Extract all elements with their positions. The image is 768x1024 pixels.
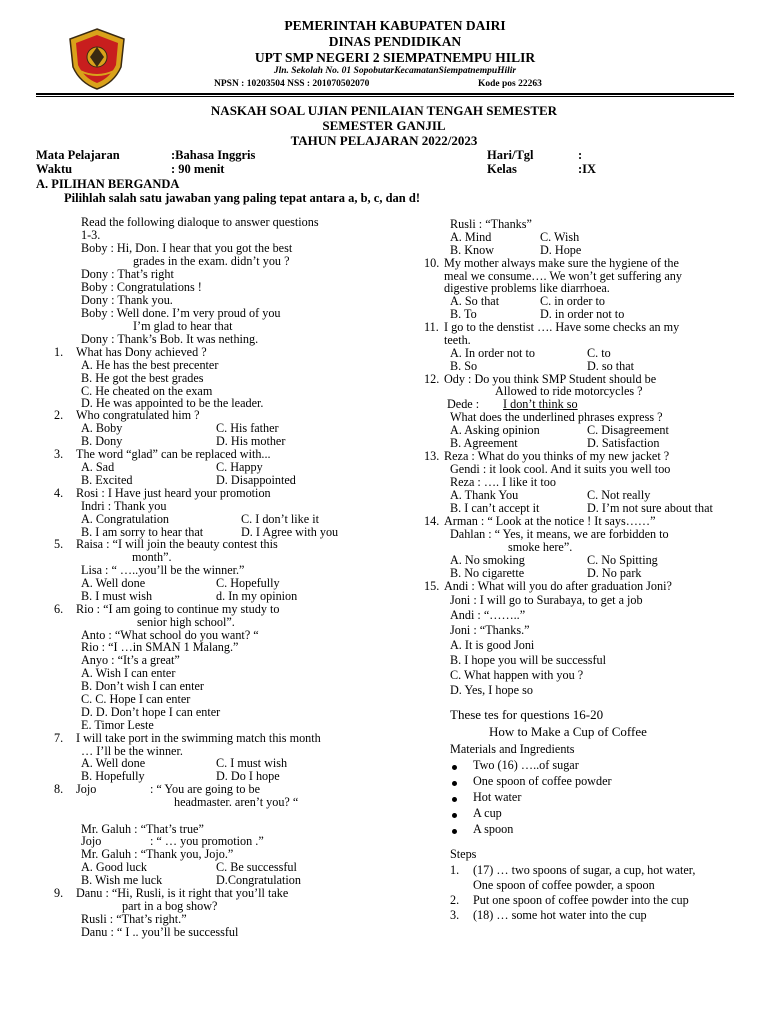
right-text-line: 15.: [424, 579, 440, 593]
right-text-line: Joni : I will go to Surabaya, to get a job: [450, 593, 643, 607]
right-text-line: Put one spoon of coffee powder into the cup: [473, 893, 689, 907]
right-text-line: Rusli : “Thanks”: [450, 217, 532, 231]
left-text-line: The word “glad” can be replaced with...: [76, 447, 271, 461]
right-text-line: teeth.: [444, 333, 471, 347]
left-text-line: Mr. Galuh : “Thank you, Jojo.”: [81, 847, 234, 861]
right-text-line: I go to the denstist …. Have some checks an my: [444, 320, 680, 334]
left-text-line: C. Be successful: [216, 860, 297, 874]
right-text-line: 12.: [424, 372, 440, 386]
right-text-line: 11.: [424, 320, 439, 334]
right-text-line: D. so that: [587, 359, 635, 373]
right-text-line: C. Wish: [540, 230, 580, 244]
left-text-line: C. C. Hope I can enter: [81, 692, 191, 706]
exam-title: NASKAH SOAL UJIAN PENILAIAN TENGAH SEMESTER: [210, 103, 558, 118]
right-text-line: One spoon of coffee powder, a spoon: [473, 878, 655, 892]
left-text-line: Dony : That’s right: [81, 267, 174, 281]
left-text-line: Dony : Thank you.: [81, 293, 173, 307]
left-text-line: B. Don’t wish I can enter: [81, 679, 204, 693]
right-text-line: Ody : Do you think SMP Student should be: [444, 372, 657, 386]
right-text-line: Andi : “……..”: [450, 608, 526, 622]
bullet-icon: [452, 813, 457, 818]
right-text-line: (18) … some hot water into the cup: [473, 908, 647, 922]
right-text-line: B. No cigarette: [450, 566, 525, 580]
exam-semester: SEMESTER GANJIL: [322, 118, 446, 133]
right-text-line: B. I hope you will be successful: [450, 653, 607, 667]
bullet-icon: [452, 781, 457, 786]
right-text-line: What does the underlined phrases express ?: [450, 410, 663, 424]
left-text-line: part in a bog show?: [122, 899, 218, 913]
right-text-line: (17) … two spoons of sugar, a cup, hot water,: [473, 863, 696, 877]
date-value: :: [578, 148, 583, 162]
right-text-line: Andi : What will you do after graduation Joni?: [444, 579, 672, 593]
left-text-line: A. Well done: [81, 576, 146, 590]
right-text-line: C. What happen with you ?: [450, 668, 584, 682]
right-text-line: D. I’m not sure about that: [587, 501, 713, 515]
left-text-line: Rio : “I …in SMAN 1 Malang.”: [81, 640, 239, 654]
left-text-line: A. Boby: [81, 421, 123, 435]
time-label: Waktu: [36, 162, 73, 176]
kop-address: Jln. Sekolah No. 01 SopobutarKecamatanSiempatnempuHilir: [273, 66, 517, 76]
right-text-line: D. Yes, I hope so: [450, 683, 533, 697]
right-text-line: Arman : “ Look at the notice ! It says……”: [444, 514, 656, 528]
left-text-line: Boby : Hi, Don. I hear that you got the best: [81, 241, 293, 255]
right-text-line: One spoon of coffee powder: [473, 774, 612, 788]
left-text-line: Indri : Thank you: [81, 499, 167, 513]
section-instruction: Pilihlah salah satu jawaban yang paling tepat antara a, b, c, dan d!: [64, 191, 420, 205]
right-text-line: Gendi : it look cool. And it suits you well too: [450, 462, 671, 476]
time-value: : 90 menit: [171, 162, 225, 176]
left-text-line: Dony : Thank’s Bob. It was nething.: [81, 332, 259, 346]
right-text-line: C. to: [587, 346, 611, 360]
left-text-line: Jojo: [76, 782, 97, 796]
left-text-line: A. Sad: [81, 460, 115, 474]
left-text-line: 1-3.: [81, 228, 101, 242]
left-text-line: A. Congratulation: [81, 512, 170, 526]
left-text-line: Read the following dialoque to answer questions: [81, 215, 319, 229]
right-text-line: smoke here”.: [508, 540, 573, 554]
left-text-line: month”.: [132, 550, 172, 564]
left-text-line: D. Disappointed: [216, 473, 296, 487]
left-text-line: D. D. Don’t hope I can enter: [81, 705, 221, 719]
left-text-line: 5.: [54, 537, 64, 551]
right-text-line: How to Make a Cup of Coffee: [489, 724, 647, 739]
right-text-line: digestive problems like diarrhoea.: [444, 281, 610, 295]
left-text-line: C. Happy: [216, 460, 263, 474]
left-text-line: D. His mother: [216, 434, 286, 448]
left-text-line: headmaster. aren’t you? “: [174, 795, 299, 809]
left-text-line: 4.: [54, 486, 64, 500]
left-text-line: B. Wish me luck: [81, 873, 163, 887]
left-text-line: 1.: [54, 345, 64, 359]
left-text-line: B. Hopefully: [81, 769, 145, 783]
left-text-line: D. I Agree with you: [241, 525, 339, 539]
right-text-line: A cup: [473, 806, 502, 820]
right-text-line: 10.: [424, 256, 440, 270]
kop-postal-code: Kode pos 22263: [478, 79, 542, 89]
right-text-line: Joni : “Thanks.”: [450, 623, 530, 637]
left-text-line: Rusli : “That’s right.”: [81, 912, 187, 926]
right-text-line: A. Mind: [450, 230, 492, 244]
right-text-line: Reza : What do you thinks of my new jacket ?: [444, 449, 670, 463]
left-text-line: 3.: [54, 447, 64, 461]
right-text-line: D. No park: [587, 566, 642, 580]
left-text-line: B. Excited: [81, 473, 133, 487]
left-text-line: : “ … you promotion .”: [150, 834, 264, 848]
left-text-line: grades in the exam. didn’t you ?: [133, 254, 290, 268]
exam-academic-year: TAHUN PELAJARAN 2022/2023: [290, 133, 478, 148]
right-text-line: A. Asking opinion: [450, 423, 540, 437]
left-text-line: B. I must wish: [81, 589, 153, 603]
right-text-line: C. Disagreement: [587, 423, 669, 437]
bullet-icon: [452, 797, 457, 802]
right-text-line: B. Know: [450, 243, 495, 257]
left-text-line: I will take port in the swimming match this month: [76, 731, 321, 745]
kop-department: DINAS PENDIDIKAN: [328, 34, 462, 49]
left-text-line: 8.: [54, 782, 64, 796]
left-text-line: Anyo : “It’s a great”: [81, 653, 180, 667]
right-text-line: A. It is good Joni: [450, 638, 535, 652]
right-text-line: B. I can’t accept it: [450, 501, 540, 515]
left-text-line: Boby : Well done. I’m very proud of you: [81, 306, 281, 320]
left-text-line: d. In my opinion: [216, 589, 298, 603]
kop-divider: [36, 93, 734, 95]
left-text-line: Rosi : I Have just heard your promotion: [76, 486, 271, 500]
left-text-line: : “ You are going to be: [150, 782, 261, 796]
kop-divider-thin: [36, 96, 734, 97]
bullet-icon: [452, 829, 457, 834]
left-text-line: B. Dony: [81, 434, 123, 448]
right-text-line: A. So that: [450, 294, 500, 308]
section-heading: A. PILIHAN BERGANDA: [36, 177, 180, 191]
right-text-line: A. Thank You: [450, 488, 519, 502]
right-text-line: 1.: [450, 863, 460, 877]
left-text-line: C. I must wish: [216, 756, 288, 770]
left-text-line: C. Hopefully: [216, 576, 280, 590]
left-text-line: Danu : “ I .. you’ll be successful: [81, 925, 239, 939]
right-text-line: A. No smoking: [450, 553, 525, 567]
right-text-line: Materials and Ingredients: [450, 742, 575, 756]
left-text-line: Boby : Congratulations !: [81, 280, 202, 294]
left-text-line: C. I don’t like it: [241, 512, 319, 526]
right-text-line: D. Satisfaction: [587, 436, 660, 450]
right-text-line: 3.: [450, 908, 460, 922]
left-text-line: I’m glad to hear that: [133, 319, 233, 333]
right-text-line: Hot water: [473, 790, 522, 804]
kop-school: UPT SMP NEGERI 2 SIEMPATNEMPU HILIR: [254, 50, 536, 65]
right-text-line: Dahlan : “ Yes, it means, we are forbidden to: [450, 527, 669, 541]
left-text-line: C. His father: [216, 421, 279, 435]
class-label: Kelas: [487, 162, 517, 176]
left-text-line: B. I am sorry to hear that: [81, 525, 204, 539]
right-text-line: Dede :: [447, 397, 480, 411]
left-text-line: 9.: [54, 886, 64, 900]
right-text-line: meal we consume…. We won’t get suffering any: [444, 269, 682, 283]
right-text-line: D. Hope: [540, 243, 582, 257]
left-text-line: Who congratulated him ?: [76, 408, 200, 422]
left-text-line: C. He cheated on the exam: [81, 384, 213, 398]
right-text-line: These tes for questions 16-20: [450, 707, 604, 722]
right-text-line: C. No Spitting: [587, 553, 658, 567]
kop-government: PEMERINTAH KABUPATEN DAIRI: [284, 18, 506, 33]
left-text-line: What has Dony achieved ?: [76, 345, 207, 359]
right-text-line: D. in order not to: [540, 307, 625, 321]
left-text-line: Jojo: [81, 834, 102, 848]
bullet-icon: [452, 765, 457, 770]
left-text-line: senior high school”.: [137, 615, 235, 629]
date-label: Hari/Tgl: [487, 148, 534, 162]
right-text-line: My mother always make sure the hygiene of the: [444, 256, 679, 270]
left-text-line: 2.: [54, 408, 64, 422]
left-text-line: Anto : “What school do you want? “: [81, 628, 259, 642]
right-text-line: 14.: [424, 514, 440, 528]
left-text-line: A. He has the best precenter: [81, 358, 219, 372]
right-text-line: C. Not really: [587, 488, 651, 502]
left-text-line: D. Do I hope: [216, 769, 280, 783]
right-text-line: A. In order not to: [450, 346, 535, 360]
subject-label: Mata Pelajaran: [36, 148, 120, 162]
subject-value: :Bahasa Inggris: [171, 148, 256, 162]
right-text-line: A spoon: [473, 822, 514, 836]
left-text-line: 6.: [54, 602, 64, 616]
right-text-line: C. in order to: [540, 294, 605, 308]
right-text-line: Two (16) …..of sugar: [473, 758, 579, 772]
class-value: :IX: [578, 162, 597, 176]
kop-npsn-nss: NPSN : 10203504 NSS : 201070502070: [214, 79, 370, 89]
left-text-line: A. Good luck: [81, 860, 148, 874]
left-text-line: Lisa : “ …..you’ll be the winner.”: [81, 563, 245, 577]
left-text-line: Danu : “Hi, Rusli, is it right that you’ll take: [76, 886, 289, 900]
right-text-line: B. Agreement: [450, 436, 518, 450]
left-text-line: D. He was appointed to be the leader.: [81, 396, 264, 410]
right-text-line: Reza : …. I like it too: [450, 475, 556, 489]
left-text-line: B. He got the best grades: [81, 371, 204, 385]
left-text-line: 7.: [54, 731, 64, 745]
left-text-line: Mr. Galuh : “That’s true”: [81, 822, 204, 836]
left-text-line: A. Wish I can enter: [81, 666, 176, 680]
right-text-line: Allowed to ride motorcycles ?: [495, 384, 643, 398]
left-text-line: … I’ll be the winner.: [81, 744, 183, 758]
right-text-line: B. To: [450, 307, 477, 321]
right-text-line: 13.: [424, 449, 440, 463]
right-text-line: B. So: [450, 359, 478, 373]
left-text-line: D.Congratulation: [216, 873, 301, 887]
left-text-line: E. Timor Leste: [81, 718, 154, 732]
left-text-line: Raisa : “I will join the beauty contest this: [76, 537, 278, 551]
left-text-line: Rio : “I am going to continue my study to: [76, 602, 280, 616]
left-text-line: A. Well done: [81, 756, 146, 770]
right-text-line: I don’t think so: [503, 397, 578, 411]
right-text-line: 2.: [450, 893, 460, 907]
right-text-line: Steps: [450, 847, 477, 861]
